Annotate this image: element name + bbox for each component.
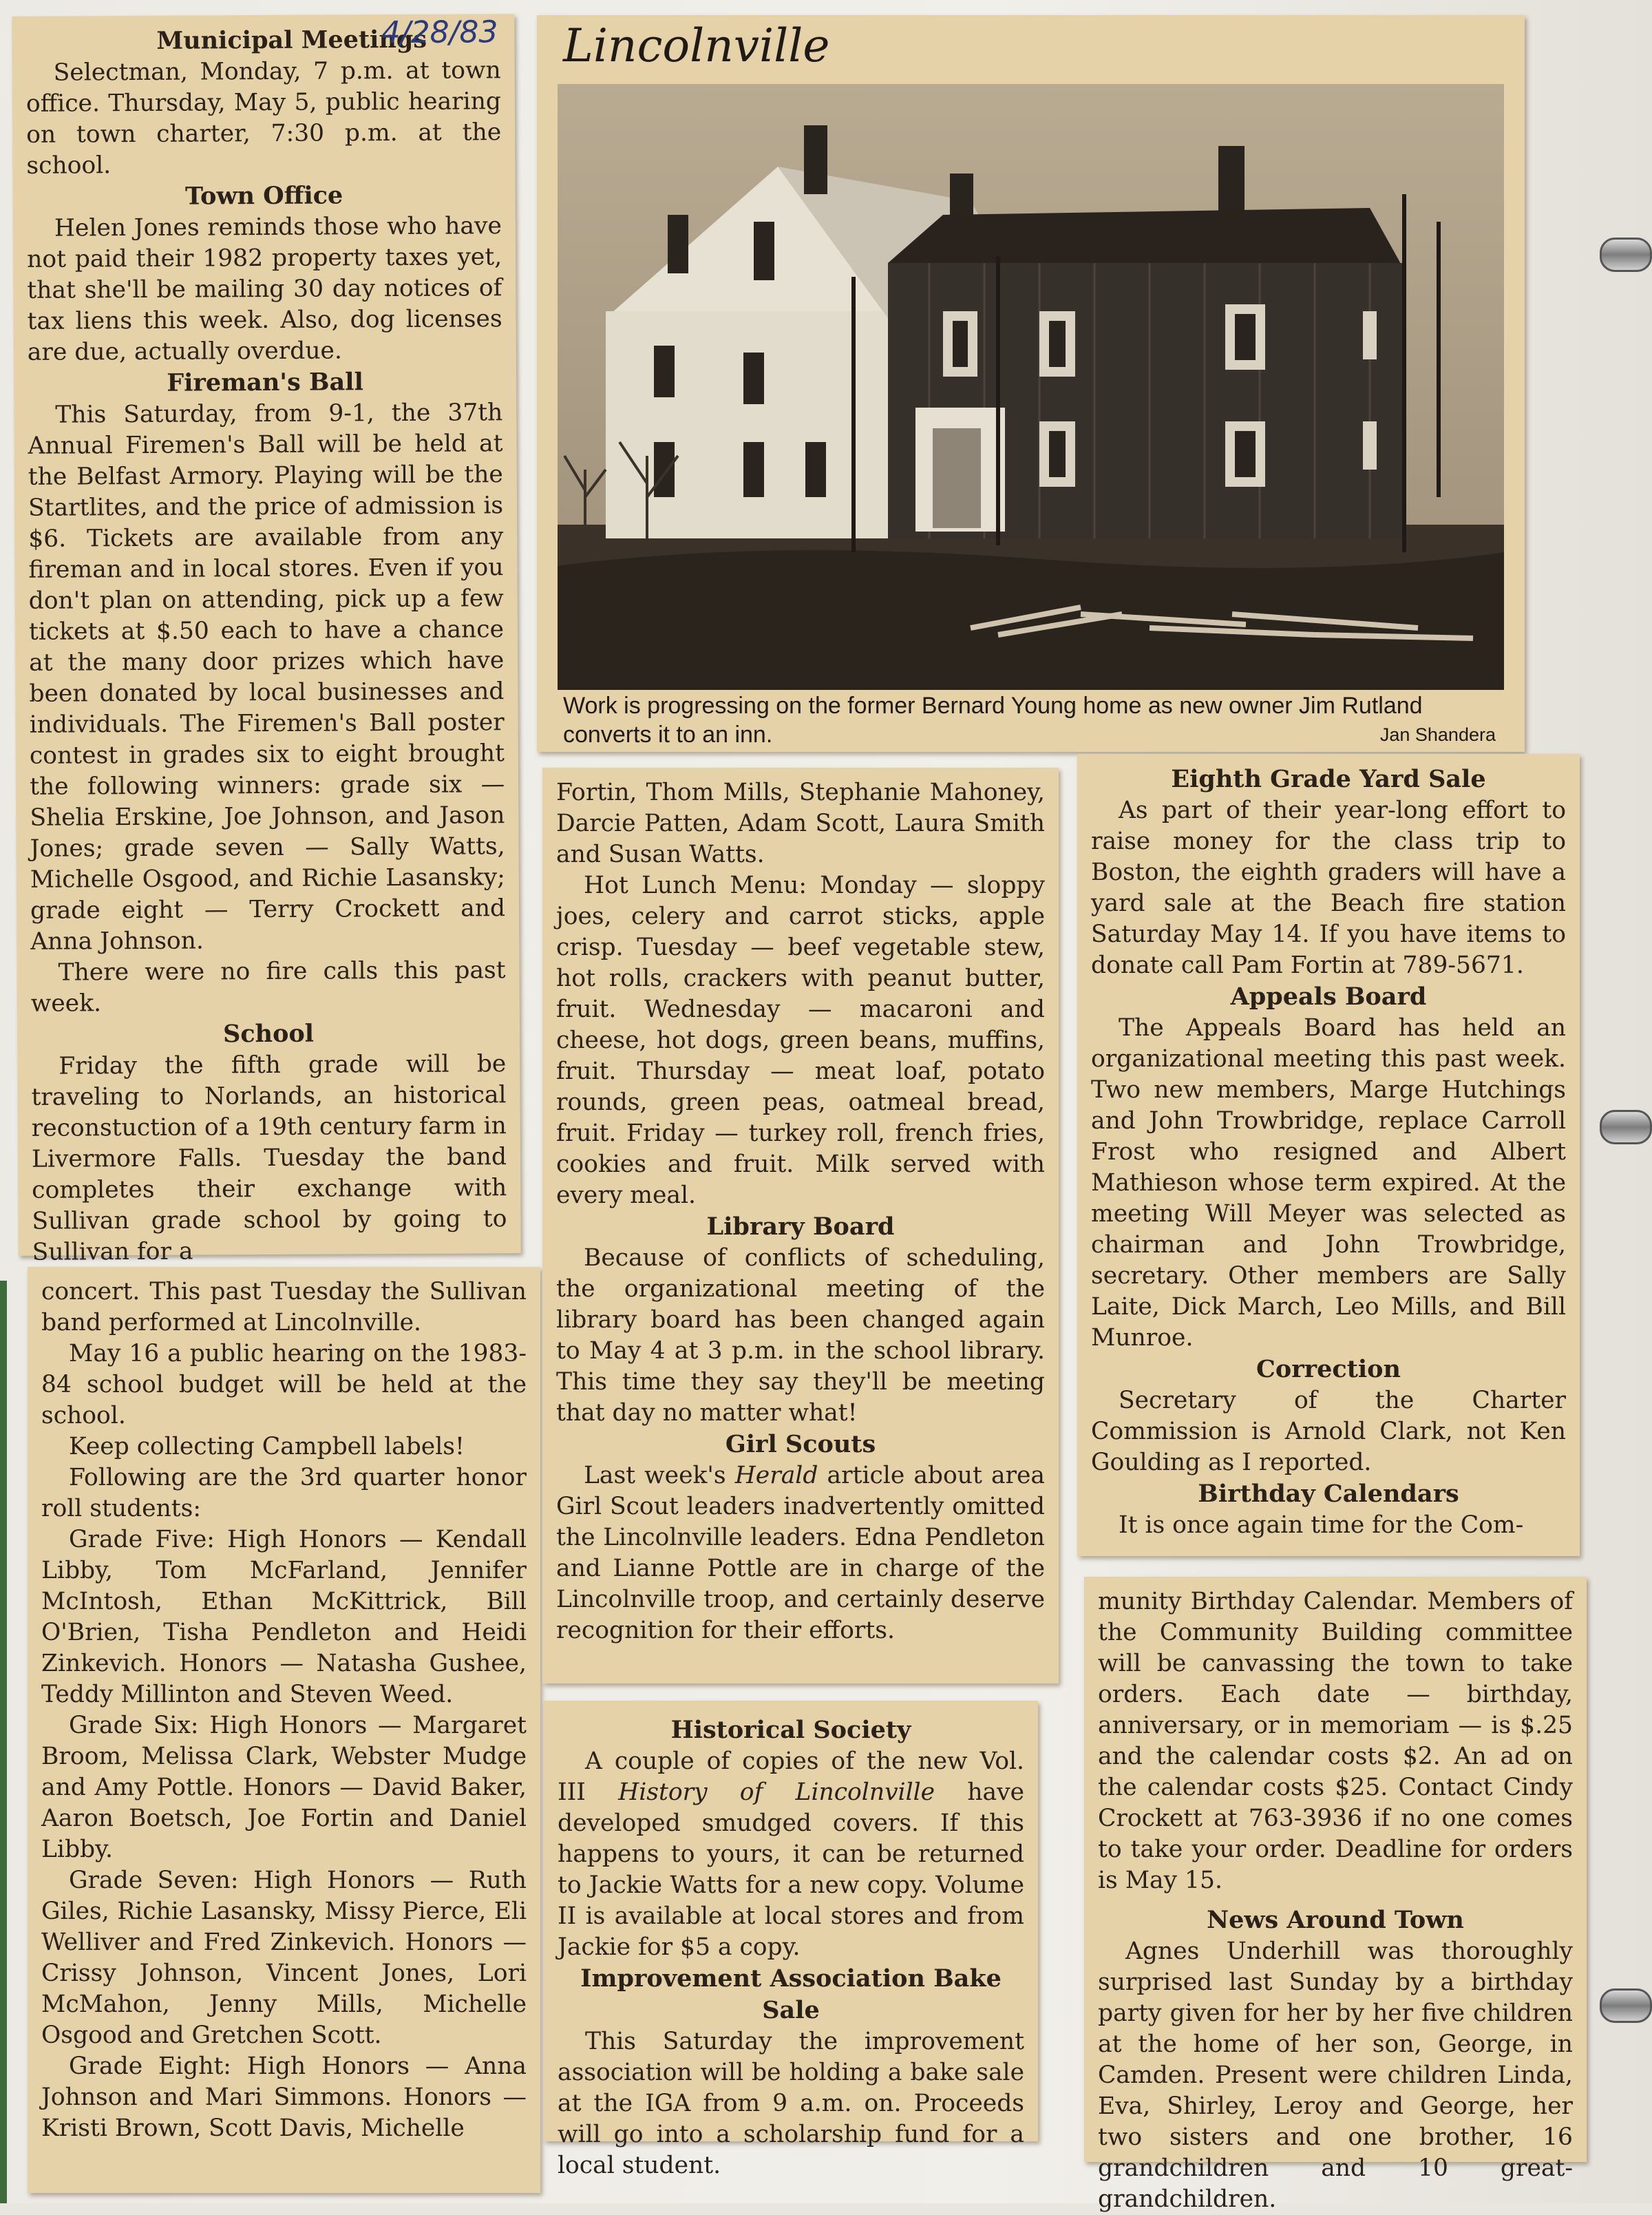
news-around-town-text: Agnes Underhill was thoroughly surprised last Sunday by a birthday party given for her by her five children at the home of her son, George, in Camden. Present were children Linda, Eva, Shirley, Leroy and George, her two sisters and one brother, 16 grandchildren and 10 great-grandchildren. <box>1098 1938 1573 2213</box>
handwritten-date: 4/28/83 <box>381 14 498 51</box>
heading-municipal-meetings: Municipal Meetings <box>156 25 427 55</box>
correction-text: Secretary of the Charter Commission is Arnold Clark, not Ken Goulding as I reported. <box>1091 1387 1566 1476</box>
heading-town-office: Town Office <box>184 181 343 211</box>
town-office-text: Helen Jones reminds those who have not paid their 1982 property taxes yet, that she'll be mailing 30 day notices of tax liens this week. Also, dog licenses are due, actually overdue. <box>27 212 502 366</box>
grade-eight-text: Grade Eight: High Honors — Anna Johnson and Mari Simmons. Honors — Kristi Brown, Scott Davis, Michelle <box>41 2053 527 2142</box>
grade-six-text: Grade Six: High Honors — Margaret Broom, Melissa Clark, Webster Mudge and Amy Pottle. Honors — David Baker, Aaron Boetsch, Joe Fortin and Daniel Libby. <box>41 1712 527 1863</box>
campbell-labels-text: Keep collecting Campbell labels! <box>69 1433 465 1460</box>
honor-roll-intro: Following are the 3rd quarter honor roll students: <box>41 1464 527 1522</box>
clipping-lunch-library <box>542 768 1059 1683</box>
girl-scouts-text-pre: Last week's <box>584 1462 726 1489</box>
heading-correction: Correction <box>1256 1355 1401 1383</box>
heading-girl-scouts: Girl Scouts <box>725 1430 876 1458</box>
library-board-text: Because of conflicts of scheduling, the organizational meeting of the library board has been changed again to May 4 at 3 p.m. in the school library. This time they say they'll be meeting that day no matter what! <box>556 1244 1045 1427</box>
bake-sale-text: This Saturday the improvement association will be holding a bake sale at the IGA from 9 a.m. on. Proceeds will go into a scholarship fund for a local student. <box>558 2028 1024 2179</box>
appeals-board-text: The Appeals Board has held an organizational meeting this past week. Two new members, Marge Hutchings and John Trowbridge, replace Carroll Frost who resigned and Albert Mathieson whose term expired. At the meeting Will Meyer was selected as chairman and John Trowbridge, secretary. Other members are Sally Laite, Dick March, Leo Mills, and Bill Munroe. <box>1091 1014 1566 1352</box>
clipping-photo <box>537 15 1525 752</box>
binder-ring-middle <box>1600 1110 1652 1144</box>
birthday-calendars-text: It is once again time for the Com- <box>1119 1511 1524 1539</box>
photo-credit: Jan Shandera <box>1379 724 1496 745</box>
heading-news-around-town: News Around Town <box>1207 1906 1464 1934</box>
historical-text-pre: A couple of copies of the new Vol. III <box>558 1747 1024 1806</box>
heading-school: School <box>222 1019 315 1049</box>
heading-bake-sale: Improvement Association Bake Sale <box>580 1964 1002 2024</box>
clipping-honor-roll <box>28 1267 540 2193</box>
inn-building-photo <box>558 84 1504 690</box>
binder-ring-top <box>1600 238 1652 272</box>
clipping-historical <box>544 1701 1038 2179</box>
heading-yard-sale: Eighth Grade Yard Sale <box>1171 765 1486 793</box>
birthday-calendar-continued: munity Birthday Calendar. Members of the Community Building committee will be canvassing the town to take orders. Each date — birthday, anniversary, or in memoriam — is $.25 and the calendar costs $2. An ad on the calendar costs $25. Contact Cindy Crockett at 763-3936 if no one comes to take your order. Deadline for orders is May 15. <box>1098 1588 1573 1894</box>
historical-text-post: have developed smudged covers. If this happens to yours, it can be returned to Jackie Watts for a new copy. Volume II is available at local stores and from Jackie for $5 a copy. <box>558 1778 1025 1961</box>
heading-birthday-calendars: Birthday Calendars <box>1198 1480 1459 1508</box>
girl-scouts-text <box>556 1460 1045 1646</box>
firemans-ball-text: This Saturday, from 9-1, the 37th Annual Firemen's Ball will be held at the Belfast Armory. Playing will be the Startlites, and the price of admission is $6. Tickets are available from any fireman and in local stores. Even if you don't plan on attending, pick up a few tickets at $.50 each to have a chance at the many door prizes which have been donated by local businesses and individuals. The Firemen's Ball poster contest in grades six to eight brought the following winners: grade six — Shelia Erskine, Joe Johnson, and Jason Jones; grade seven — Sally Watts, Michelle Osgood, and Richie Lasansky; grade eight — Terry Crockett and Anna Johnson. <box>28 399 506 956</box>
page-edge-strip <box>0 1281 7 2203</box>
heading-firemans-ball: Fireman's Ball <box>167 368 363 397</box>
heading-library-board: Library Board <box>706 1213 895 1241</box>
history-book-title: History of Lincolnville <box>618 1778 935 1806</box>
yard-sale-text: As part of their year-long effort to raise money for the class trip to Boston, the eighth graders will have a yard sale at the Beach fire station Saturday May 14. If you have items to donate call Pam Fortin at 789-5671. <box>1091 797 1566 979</box>
binder-ring-bottom <box>1600 1988 1652 2023</box>
hot-lunch-menu-text: Hot Lunch Menu: Monday — sloppy joes, celery and carrot sticks, apple crisp. Tuesday — beef vegetable stew, hot rolls, crackers with peanut butter, fruit. Wednesday — macaroni and cheese, hot dogs, green beans, muffins, fruit. Thursday — meat loaf, potato rounds, green peas, oatmeal bread, fruit. Friday — turkey roll, french fries, cookies and fruit. Milk served with every meal. <box>556 872 1045 1209</box>
concert-text: concert. This past Tuesday the Sullivan band performed at Lincolnville. <box>41 1278 527 1336</box>
historical-society-text <box>558 1746 1024 1963</box>
heading-appeals-board: Appeals Board <box>1230 983 1427 1011</box>
school-text: Friday the fifth grade will be traveling to Norlands, an historical reconstuction of a 19th century farm in Livermore Falls. Tuesday the band completes their exchange with Sullivan grade school by going to Sullivan for a <box>31 1050 507 1266</box>
grade-five-text: Grade Five: High Honors — Kendall Libby, Tom McFarland, Jennifer McIntosh, Ethan McKittrick, Bill O'Brien, Tisha Pendleton and Heidi Zinkevich. Honors — Natasha Gushee, Teddy Millinton and Steven Weed. <box>41 1526 527 1708</box>
photo-title: Lincolnville <box>563 19 830 72</box>
herald-title: Herald <box>734 1462 818 1489</box>
municipal-text: Selectman, Monday, 7 p.m. at town office. Thursday, May 5, public hearing on town charter, 7:30 p.m. at the school. <box>25 56 502 180</box>
heading-historical-society: Historical Society <box>670 1716 911 1744</box>
fire-calls-text: There were no fire calls this past week. <box>30 956 506 1018</box>
girl-scouts-text-post: article about area Girl Scout leaders inadvertently omitted the Lincolnville leaders. Edna Pendleton and Lianne Pottle are in charge of the Lincolnville troop, and certainly deserve recognition for their efforts. <box>556 1462 1046 1644</box>
photo-caption: Work is progressing on the former Bernard Young home as new owner Jim Rutland converts it to an inn. <box>563 693 1423 748</box>
clipping-news-around-town <box>1084 1577 1587 2213</box>
clipping-yard-sale-appeals <box>1077 754 1580 1556</box>
budget-hearing-text: May 16 a public hearing on the 1983-84 school budget will be held at the school. <box>41 1340 527 1429</box>
grade-seven-text: Grade Seven: High Honors — Ruth Giles, Richie Lasansky, Missy Pierce, Eli Welliver and Fred Zinkevich. Honors — Crissy Johnson, Vincent Jones, Lori McMahon, Jenny Mills, Michelle Osgood and Gretchen Scott. <box>41 1867 527 2049</box>
names-continued-text: Fortin, Thom Mills, Stephanie Mahoney, Darcie Patten, Adam Scott, Laura Smith and Susan Watts. <box>556 779 1045 868</box>
clipping-municipal <box>12 14 520 1266</box>
